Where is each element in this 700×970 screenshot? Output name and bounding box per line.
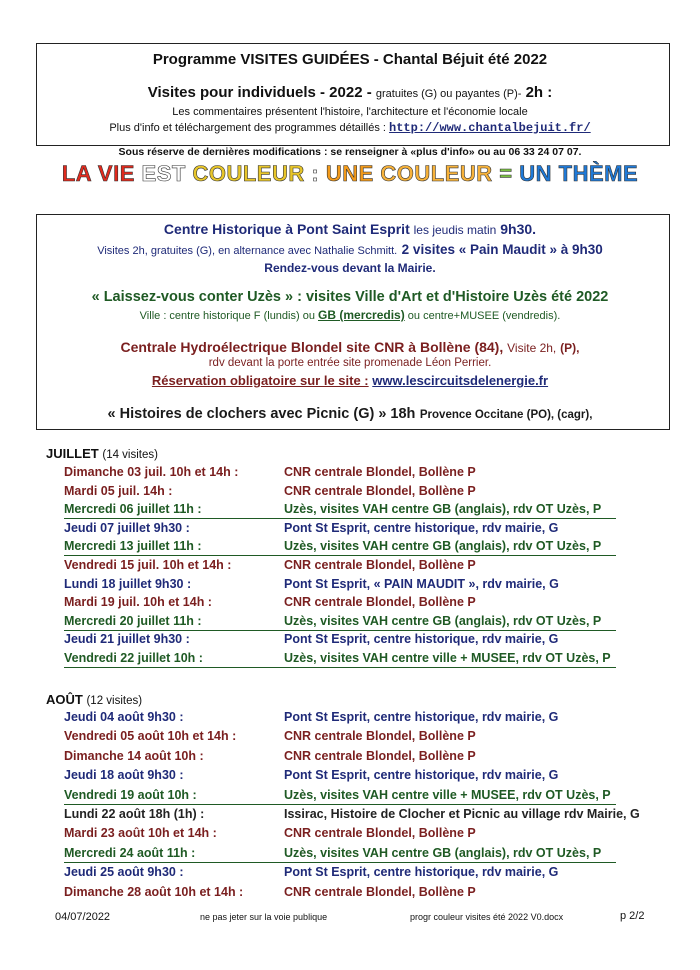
juillet-count: (14 visites) xyxy=(102,449,158,461)
slogan-part6: COULEUR xyxy=(380,161,493,186)
schedule-date: Mardi 19 juil. 10h et 14h : xyxy=(64,595,212,610)
slogan-part4: : xyxy=(311,161,320,186)
subtitle-duration: 2h : xyxy=(525,84,553,101)
schedule-event: Uzès, visites VAH centre GB (anglais), rdv OT Uzès, P xyxy=(284,613,602,628)
slogan xyxy=(0,161,700,187)
schedule-event: Pont St Esprit, centre historique, rdv mairie, G xyxy=(284,520,559,535)
schedule-row xyxy=(0,768,700,786)
uzes-detail-b: ou centre+MUSEE (vendredis). xyxy=(407,310,561,322)
schedule-event: CNR centrale Blondel, Bollène P xyxy=(284,465,476,479)
website-link[interactable]: http://www.chantalbejuit.fr/ xyxy=(389,121,591,135)
slogan-part2: EST xyxy=(141,161,186,186)
schedule-date: Jeudi 25 août 9h30 : xyxy=(64,865,184,880)
info-label: Plus d'info et téléchargement des programmes détaillés : xyxy=(109,122,386,134)
pse-detail-line xyxy=(0,241,700,259)
schedule-event: CNR centrale Blondel, Bollène P xyxy=(284,558,476,572)
schedule-event: CNR centrale Blondel, Bollène P xyxy=(284,748,476,763)
schedule-event: Pont St Esprit, centre historique, rdv mairie, G xyxy=(284,632,559,647)
schedule-date: Mercredi 13 juillet 11h : xyxy=(64,539,202,554)
row-separator xyxy=(64,862,616,863)
schedule-date: Vendredi 22 juillet 10h : xyxy=(64,651,203,665)
schedule-row xyxy=(0,521,700,539)
schedule-row xyxy=(0,865,700,883)
schedule-event: Pont St Esprit, centre historique, rdv mairie, G xyxy=(284,768,559,783)
schedule-row xyxy=(0,729,700,747)
subtitle-main: Visites pour individuels - 2022 - xyxy=(147,84,372,101)
schedule-date: Jeudi 07 juillet 9h30 : xyxy=(64,520,190,535)
picnic-title: « Histoires de clochers avec Picnic (G) » 18h xyxy=(107,406,416,422)
schedule-row xyxy=(0,710,700,728)
schedule-event: Uzès, visites VAH centre ville + MUSEE, rdv OT Uzès, P xyxy=(284,651,611,665)
subtitle-price: gratuites (G) ou payantes (P)- xyxy=(375,88,522,100)
schedule-date: Dimanche 14 août 10h : xyxy=(64,748,204,763)
pse-pain: 2 visites « Pain Maudit » à 9h30 xyxy=(401,242,603,257)
schedule-row xyxy=(0,632,700,650)
slogan-part5: UNE xyxy=(325,161,374,186)
pse-detail: Visites 2h, gratuites (G), en alternance avec Nathalie Schmitt. xyxy=(97,245,398,257)
pse-line xyxy=(0,221,700,237)
cnr-website-link[interactable]: www.lescircuitsdelenergie.fr xyxy=(372,373,549,388)
footer-date: 04/07/2022 xyxy=(55,911,111,923)
schedule-event: Issirac, Histoire de Clocher et Picnic au village rdv Mairie, G xyxy=(284,807,640,821)
juillet-heading xyxy=(46,446,158,461)
slogan-part3: COULEUR xyxy=(192,161,305,186)
schedule-event: Pont St Esprit, « PAIN MAUDIT », rdv mairie, G xyxy=(284,576,559,591)
row-separator xyxy=(64,518,616,519)
schedule-event: CNR centrale Blondel, Bollène P xyxy=(284,826,476,841)
schedule-event: Pont St Esprit, centre historique, rdv mairie, G xyxy=(284,710,559,724)
header-description: Les commentaires présentent l'histoire, l'architecture et l'économie locale xyxy=(172,106,528,118)
schedule-date: Mardi 05 juil. 14h : xyxy=(64,483,173,498)
pse-title: Centre Historique à Pont Saint Esprit xyxy=(163,221,410,237)
schedule-row xyxy=(0,465,700,483)
header-info xyxy=(0,121,700,135)
cnr-line xyxy=(0,339,700,355)
schedule-row xyxy=(0,577,700,595)
schedule-date: Jeudi 21 juillet 9h30 : xyxy=(64,632,190,647)
schedule-date: Mardi 23 août 10h et 14h : xyxy=(64,826,217,841)
slogan-part8: UN THÈME xyxy=(519,161,639,186)
schedule-date: Jeudi 04 août 9h30 : xyxy=(64,710,184,724)
schedule-date: Dimanche 28 août 10h et 14h : xyxy=(64,884,244,899)
schedule-event: CNR centrale Blondel, Bollène P xyxy=(284,884,476,899)
schedule-event: CNR centrale Blondel, Bollène P xyxy=(284,483,476,498)
cnr-p: (P), xyxy=(560,341,580,355)
schedule-row xyxy=(0,595,700,613)
notice: Sous réserve de dernières modifications : se renseigner à «plus d'info» ou au 06 33 24 07 07. xyxy=(118,146,582,158)
schedule-event: Uzès, visites VAH centre GB (anglais), rdv OT Uzès, P xyxy=(284,539,602,554)
schedule-date: Mercredi 06 juillet 11h : xyxy=(64,502,202,517)
cnr-resa-line xyxy=(0,373,700,388)
uzes-title: « Laissez-vous conter Uzès » : visites Ville d'Art et d'Histoire Uzès été 2022 xyxy=(91,289,609,305)
slogan-part7: = xyxy=(499,161,513,186)
cnr-resa: Réservation obligatoire sur le site : xyxy=(151,373,369,388)
cnr-title: Centrale Hydroélectrique Blondel site CNR à Bollène (84), xyxy=(120,339,504,355)
schedule-date: Jeudi 18 août 9h30 : xyxy=(64,768,184,783)
slogan-part1: LA VIE xyxy=(61,161,135,186)
schedule-row xyxy=(0,826,700,844)
picnic-line xyxy=(0,405,700,423)
pse-rdv: Rendez-vous devant la Mairie. xyxy=(264,261,436,275)
schedule-row xyxy=(0,885,700,903)
schedule-row xyxy=(0,558,700,576)
schedule-date: Dimanche 03 juil. 10h et 14h : xyxy=(64,465,239,479)
uzes-detail xyxy=(0,308,700,322)
schedule-row xyxy=(0,807,700,825)
schedule-event: Pont St Esprit, centre historique, rdv mairie, G xyxy=(284,865,559,880)
schedule-event: Uzès, visites VAH centre GB (anglais), rdv OT Uzès, P xyxy=(284,502,602,517)
aout-count: (12 visites) xyxy=(86,695,143,707)
schedule-date: Vendredi 05 août 10h et 14h : xyxy=(64,729,237,744)
schedule-event: Uzès, visites VAH centre GB (anglais), rdv OT Uzès, P xyxy=(284,845,602,860)
schedule-date: Vendredi 15 juil. 10h et 14h : xyxy=(64,558,232,572)
schedule-event: CNR centrale Blondel, Bollène P xyxy=(284,729,476,744)
row-separator xyxy=(64,667,616,668)
row-separator xyxy=(64,630,616,631)
schedule-row xyxy=(0,484,700,502)
schedule-date: Mercredi 24 août 11h : xyxy=(64,845,196,860)
row-separator xyxy=(64,804,616,805)
uzes-detail-gb: GB (mercredis) xyxy=(318,308,405,322)
schedule-event: Uzès, visites VAH centre ville + MUSEE, rdv OT Uzès, P xyxy=(284,787,611,802)
schedule-date: Lundi 22 août 18h (1h) : xyxy=(64,807,205,821)
schedule-date: Vendredi 19 août 10h : xyxy=(64,787,197,802)
footer-notice: ne pas jeter sur la voie publique xyxy=(200,912,328,922)
footer-page: p 2/2 xyxy=(620,910,645,922)
picnic-extra: Provence Occitane (PO), (cagr), xyxy=(419,409,593,421)
schedule-event: CNR centrale Blondel, Bollène P xyxy=(284,595,476,610)
pse-when: les jeudis matin xyxy=(413,223,497,237)
footer-file: progr couleur visites été 2022 V0.docx xyxy=(410,912,564,922)
cnr-extra: Visite 2h, xyxy=(507,341,557,355)
page-title: Programme VISITES GUIDÉES - Chantal Béjuit été 2022 xyxy=(152,51,548,68)
schedule-row xyxy=(0,749,700,767)
aout-title: AOÛT xyxy=(46,692,83,707)
pse-time: 9h30. xyxy=(500,221,537,237)
row-separator xyxy=(64,555,616,556)
cnr-rdv: rdv devant la porte entrée site promenade Léon Perrier. xyxy=(208,357,492,369)
aout-heading xyxy=(46,692,142,707)
juillet-title: JUILLET xyxy=(46,446,99,461)
uzes-detail-a: Ville : centre historique F (lundis) ou xyxy=(139,310,315,322)
schedule-date: Lundi 18 juillet 9h30 : xyxy=(64,576,192,591)
subtitle xyxy=(0,84,700,101)
schedule-date: Mercredi 20 juillet 11h : xyxy=(64,613,202,628)
